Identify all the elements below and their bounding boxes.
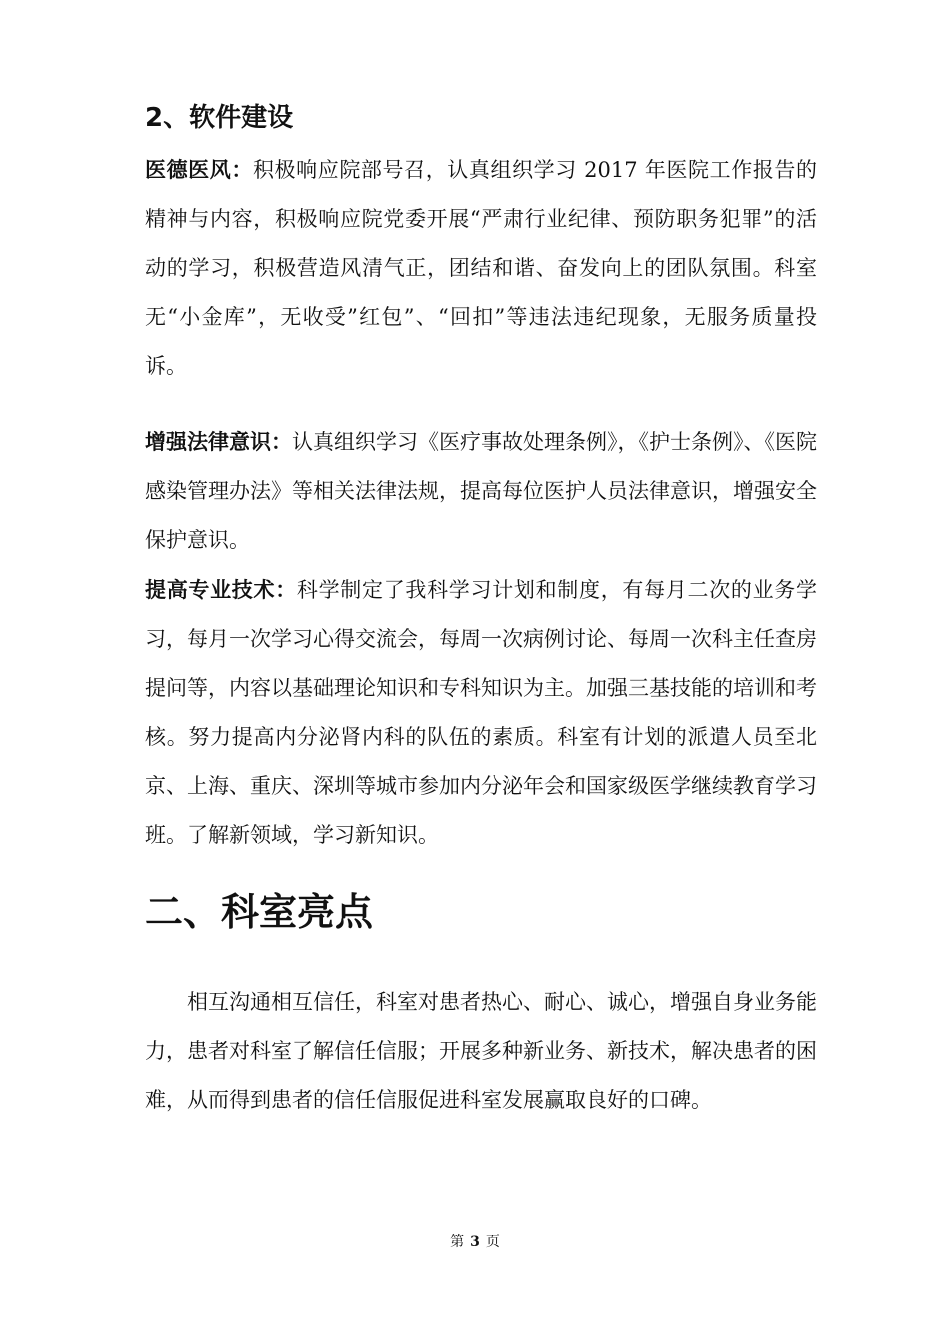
- paragraph-legal-awareness: [145, 418, 817, 565]
- paragraph-text: 积极响应院部号召，认真组织学习 2017 年医院工作报告的精神与内容，积极响应院党委开展“严肃行业纪律、预防职务犯罪”的活动的学习，积极营造风清气正，团结和谐、奋发向上的团队氛围。科室无“小金库”，无收受”红包”、“回扣”等违法违纪现象，无服务质量投诉。: [145, 158, 817, 378]
- footer-prefix: 第: [450, 1234, 465, 1250]
- paragraph-text: 认真组织学习《医疗事故处理条例》，《护士条例》、《医院感染管理办法》等相关法律法规，提高每位医护人员法律意识，增强安全保护意识。: [145, 430, 817, 552]
- footer-suffix: 页: [485, 1234, 500, 1250]
- paragraph-lead: 增强法律意识：: [145, 430, 292, 454]
- paragraph-highlights: 相互沟通相互信任，科室对患者热心、耐心、诚心，增强自身业务能力，患者对科室了解信任信服；开展多种新业务、新技术，解决患者的困难，从而得到患者的信任信服促进科室发展赢取良好的口碑。: [145, 990, 817, 1112]
- page-number: 3: [470, 1234, 480, 1250]
- paragraph-lead: 医德医风：: [145, 158, 253, 182]
- chapter-heading: 二、科室亮点: [145, 890, 374, 934]
- paragraph-professional-skills: [145, 566, 817, 860]
- paragraph-text: 科学制定了我科学习计划和制度，有每月二次的业务学习，每月一次学习心得交流会，每周一次病例讨论、每周一次科主任查房提问等，内容以基础理论知识和专科知识为主。加强三基技能的培训和考核。努力提高内分泌肾内科的队伍的素质。科室有计划的派遣人员至北京、上海、重庆、深圳等城市参加内分泌年会和国家级医学继续教育学习班。了解新领域，学习新知识。: [145, 578, 818, 847]
- paragraph-lead: 提高专业技术：: [145, 578, 297, 602]
- paragraph-medical-ethics: [145, 146, 817, 391]
- page-footer: [0, 1232, 950, 1252]
- section-heading: 2、软件建设: [145, 103, 294, 133]
